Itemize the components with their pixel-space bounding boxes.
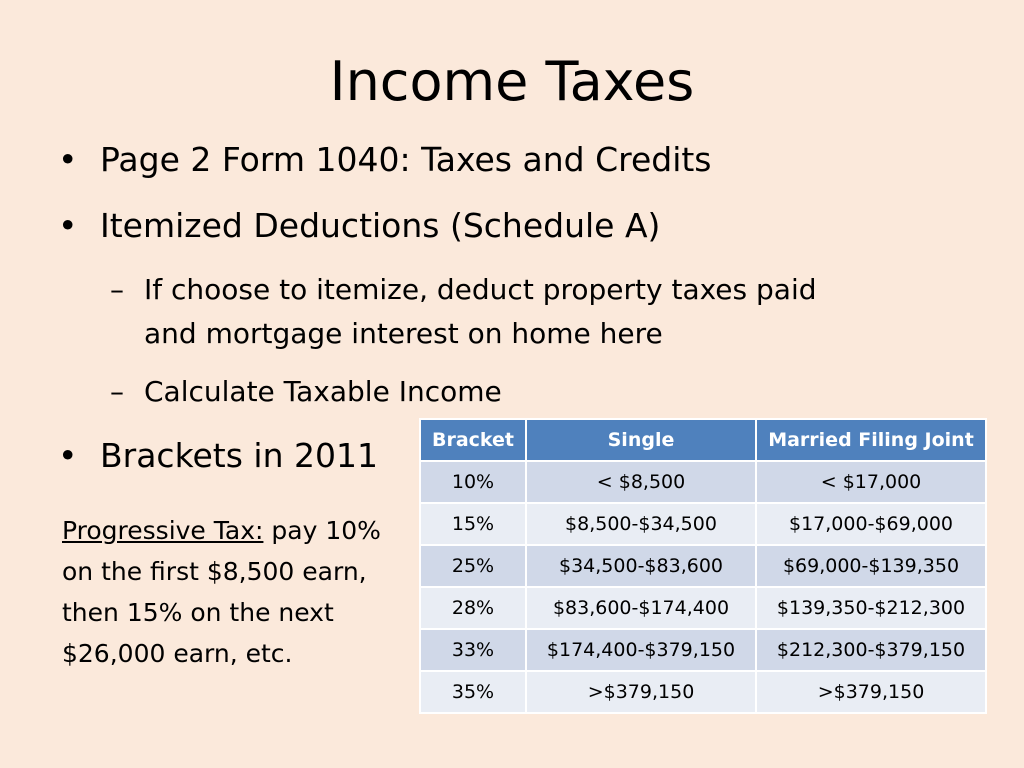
sub-bullet-taxable-income bbox=[110, 370, 502, 414]
progressive-tax-text: pay 10% on the first $8,500 earn, then 15% on the next $26,000 earn, etc. bbox=[62, 516, 381, 668]
cell-single: $83,600-$174,400 bbox=[526, 587, 756, 629]
bullet-dot-icon: • bbox=[58, 206, 78, 245]
bullet-dot-icon: • bbox=[58, 436, 78, 475]
cell-single: >$379,150 bbox=[526, 671, 756, 713]
cell-bracket: 10% bbox=[420, 461, 526, 503]
cell-married: < $17,000 bbox=[756, 461, 986, 503]
tax-brackets-table bbox=[419, 418, 987, 714]
cell-married: $69,000-$139,350 bbox=[756, 545, 986, 587]
bullet-text: Brackets in 2011 bbox=[100, 436, 378, 475]
bullet-form-1040 bbox=[58, 138, 712, 182]
bullet-dot-icon: • bbox=[58, 140, 78, 179]
cell-bracket: 28% bbox=[420, 587, 526, 629]
sub-bullet-text-line1: If choose to itemize, deduct property taxes paid bbox=[144, 273, 817, 306]
sub-bullet-text: Calculate Taxable Income bbox=[144, 375, 502, 408]
bullet-brackets-2011 bbox=[58, 434, 378, 478]
sub-bullet-itemize bbox=[110, 268, 817, 356]
table-row bbox=[420, 629, 986, 671]
progressive-tax-label: Progressive Tax: bbox=[62, 516, 264, 545]
cell-bracket: 35% bbox=[420, 671, 526, 713]
progressive-tax-note bbox=[62, 510, 402, 674]
slide-title: Income Taxes bbox=[329, 50, 695, 113]
bullet-text: Page 2 Form 1040: Taxes and Credits bbox=[100, 140, 712, 179]
cell-single: $174,400-$379,150 bbox=[526, 629, 756, 671]
cell-married: $212,300-$379,150 bbox=[756, 629, 986, 671]
table-row bbox=[420, 461, 986, 503]
header-married-filing-joint: Married Filing Joint bbox=[756, 419, 986, 461]
cell-single: < $8,500 bbox=[526, 461, 756, 503]
dash-icon: – bbox=[110, 375, 124, 408]
bullet-text: Itemized Deductions (Schedule A) bbox=[100, 206, 661, 245]
dash-icon: – bbox=[110, 273, 124, 306]
table-row bbox=[420, 545, 986, 587]
cell-single: $34,500-$83,600 bbox=[526, 545, 756, 587]
cell-bracket: 15% bbox=[420, 503, 526, 545]
table-row bbox=[420, 587, 986, 629]
table-row bbox=[420, 503, 986, 545]
cell-married: $139,350-$212,300 bbox=[756, 587, 986, 629]
table-header-row bbox=[420, 419, 986, 461]
table-row bbox=[420, 671, 986, 713]
cell-bracket: 33% bbox=[420, 629, 526, 671]
cell-single: $8,500-$34,500 bbox=[526, 503, 756, 545]
cell-married: $17,000-$69,000 bbox=[756, 503, 986, 545]
header-bracket: Bracket bbox=[420, 419, 526, 461]
bullet-itemized-deductions bbox=[58, 204, 660, 248]
sub-bullet-text-line2: and mortgage interest on home here bbox=[144, 317, 663, 350]
cell-bracket: 25% bbox=[420, 545, 526, 587]
header-single: Single bbox=[526, 419, 756, 461]
cell-married: >$379,150 bbox=[756, 671, 986, 713]
